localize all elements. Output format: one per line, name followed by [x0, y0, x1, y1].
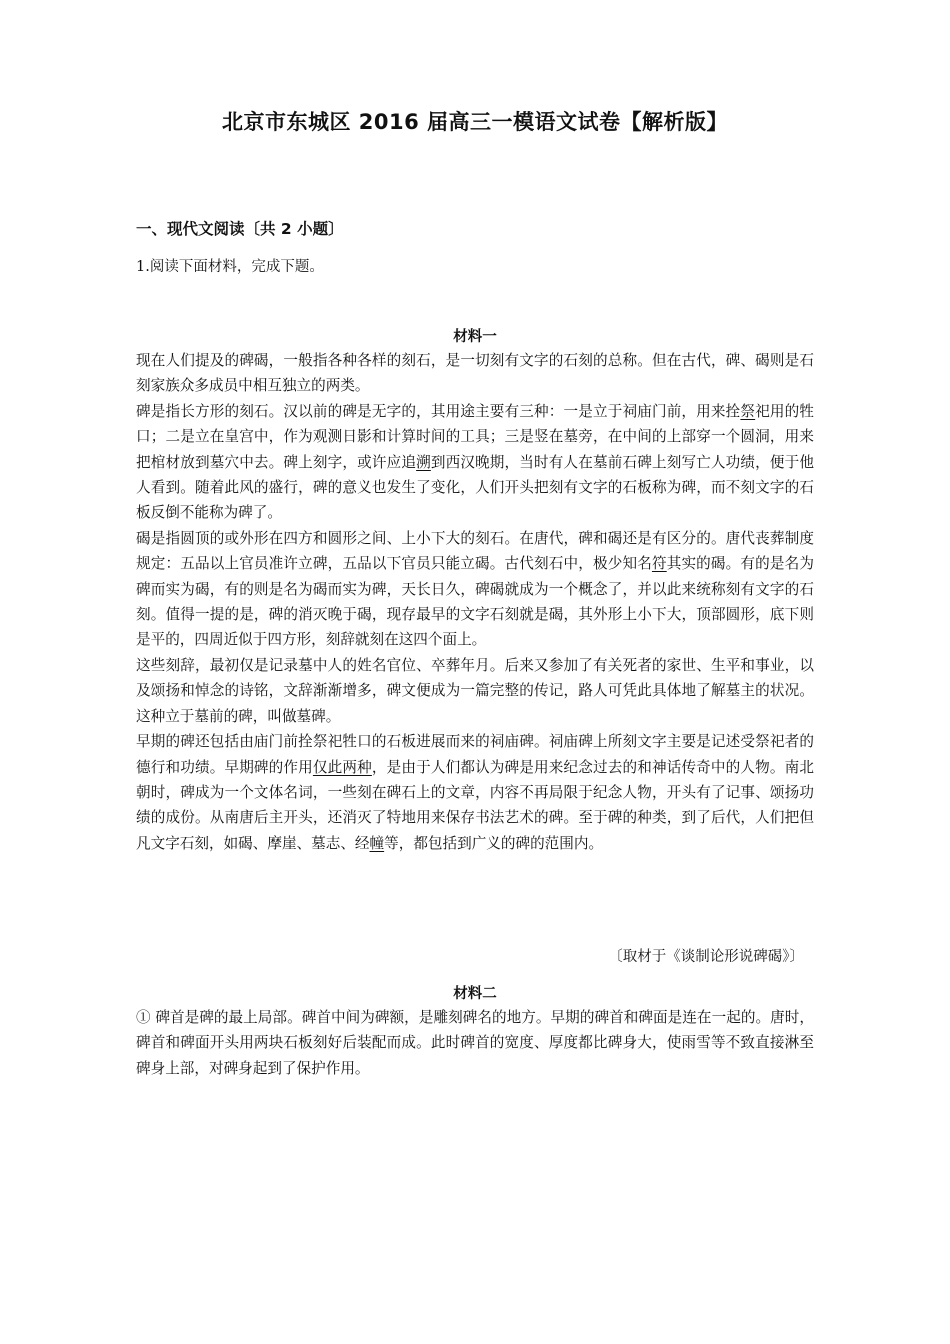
material2-paragraph-1: ① 碑首是碑的最上局部。碑首中间为碑额，是雕刻碑名的地方。早期的碑首和碑面是连在一起的。唐时，碑首和碑面开头用两块石板刻好后装配而成。此时碑首的宽度、厚度都比碑身大，使雨雪等不致直接淋至碑身上部，对碑身起到了保护作用。	[136, 1009, 814, 1077]
question-prompt: 1.阅读下面材料，完成下题。	[136, 259, 324, 275]
material2-body	[136, 1005, 814, 1081]
material1-paragraph-2	[136, 399, 814, 526]
section-heading: 一、现代文阅读〔共 2 小题〕	[136, 220, 344, 238]
material1-paragraph-4: 这些刻辞，最初仅是记录墓中人的姓名官位、卒葬年月。后来又参加了有关死者的家世、生平和事业，以及颂扬和悼念的诗铭，文辞渐渐增多，碑文便成为一篇完整的传记，路人可凭此具体地了解墓主的状况。这种立于墓前的碑，叫做墓碑。	[136, 656, 814, 725]
text-run: ，是由于人们都认为碑是用来纪念过去的和神话传奇中的人物。南北朝时，碑成为一个文体名词，一些刻在碑石上的文章，内容不再局限于纪念人物，开头有了记事、颂扬功绩的成份。从南唐后主开头，还消灭了特地用来保存书法艺术的碑。至于碑的种类，到了后代，人们把但凡文字石刻，如碣、摩崖、墓志、经	[136, 758, 814, 852]
material1-paragraph-5	[136, 729, 814, 856]
material1-paragraph-3	[136, 526, 814, 653]
underlined-phrase: 仅此两种	[312, 758, 372, 776]
text-run: 祀用的牲口；二是立在皇宫中，作为观测日影和计算时间的工具；三是竖在墓旁，在中间的上部穿一个圆洞，用来把棺材放到墓穴中去。碑上刻字，或许应追	[136, 402, 814, 471]
underlined-char: 溯	[416, 453, 431, 471]
document-title: 北京市东城区 2016 届高三一模语文试卷【解析版】	[221, 110, 729, 134]
text-run: 其实的碣。有的是名为碑而实为碣，有的则是名为碣而实为碑，天长日久，碑碣就成为一个概念了，并以此来统称刻有文字的石刻。值得一提的是，碑的消灭晚于碣，现存最早的文字石刻就是碣，其外形上小下大，顶部圆形，底下则是平的，四周近似于四方形，刻辞就刻在这四个面上。	[136, 555, 814, 649]
underlined-char: 符	[651, 555, 667, 573]
underlined-char: 祭	[740, 402, 756, 420]
material2-heading: 材料二	[453, 986, 497, 1002]
underlined-char: 幢	[369, 834, 385, 852]
text-run: 等，都包括到广义的碑的范围内。	[384, 834, 604, 852]
text-run: 到西汉晚期，当时有人在墓前石碑上刻写亡人功绩，便于他人看到。随着此风的盛行，碑的意义也发生了变化，人们开头把刻有文字的石板称为碑，而不刻文字的石板反倒不能称为碑了。	[136, 453, 814, 522]
material1-heading: 材料一	[453, 329, 497, 345]
text-run: 早期的碑还包括由庙门前拴祭祀牲口的石板进展而来的祠庙碑。祠庙碑上所刻文字主要是记述受祭祀者的德行和功绩。早期碑的作用	[136, 733, 814, 776]
material1-source: 〔取材于《谈制论形说碑碣》〕	[608, 949, 804, 965]
material1-body	[136, 348, 814, 856]
text-run: 碑是指长方形的刻石。汉以前的碑是无字的，其用途主要有三种：一是立于祠庙门前，用来拴	[136, 402, 741, 420]
text-run: 碣是指圆顶的或外形在四方和圆形之间、上小下大的刻石。在唐代，碑和碣还是有区分的。唐代丧葬制度规定：五品以上官员准许立碑，五品以下官员只能立碣。古代刻石中，极少知名	[136, 529, 814, 573]
material1-paragraph-1: 现在人们提及的碑碣，一般指各种各样的刻石，是一切刻有文字的石刻的总称。但在古代，碑、碣则是石刻家族众多成员中相互独立的两类。	[136, 352, 814, 395]
